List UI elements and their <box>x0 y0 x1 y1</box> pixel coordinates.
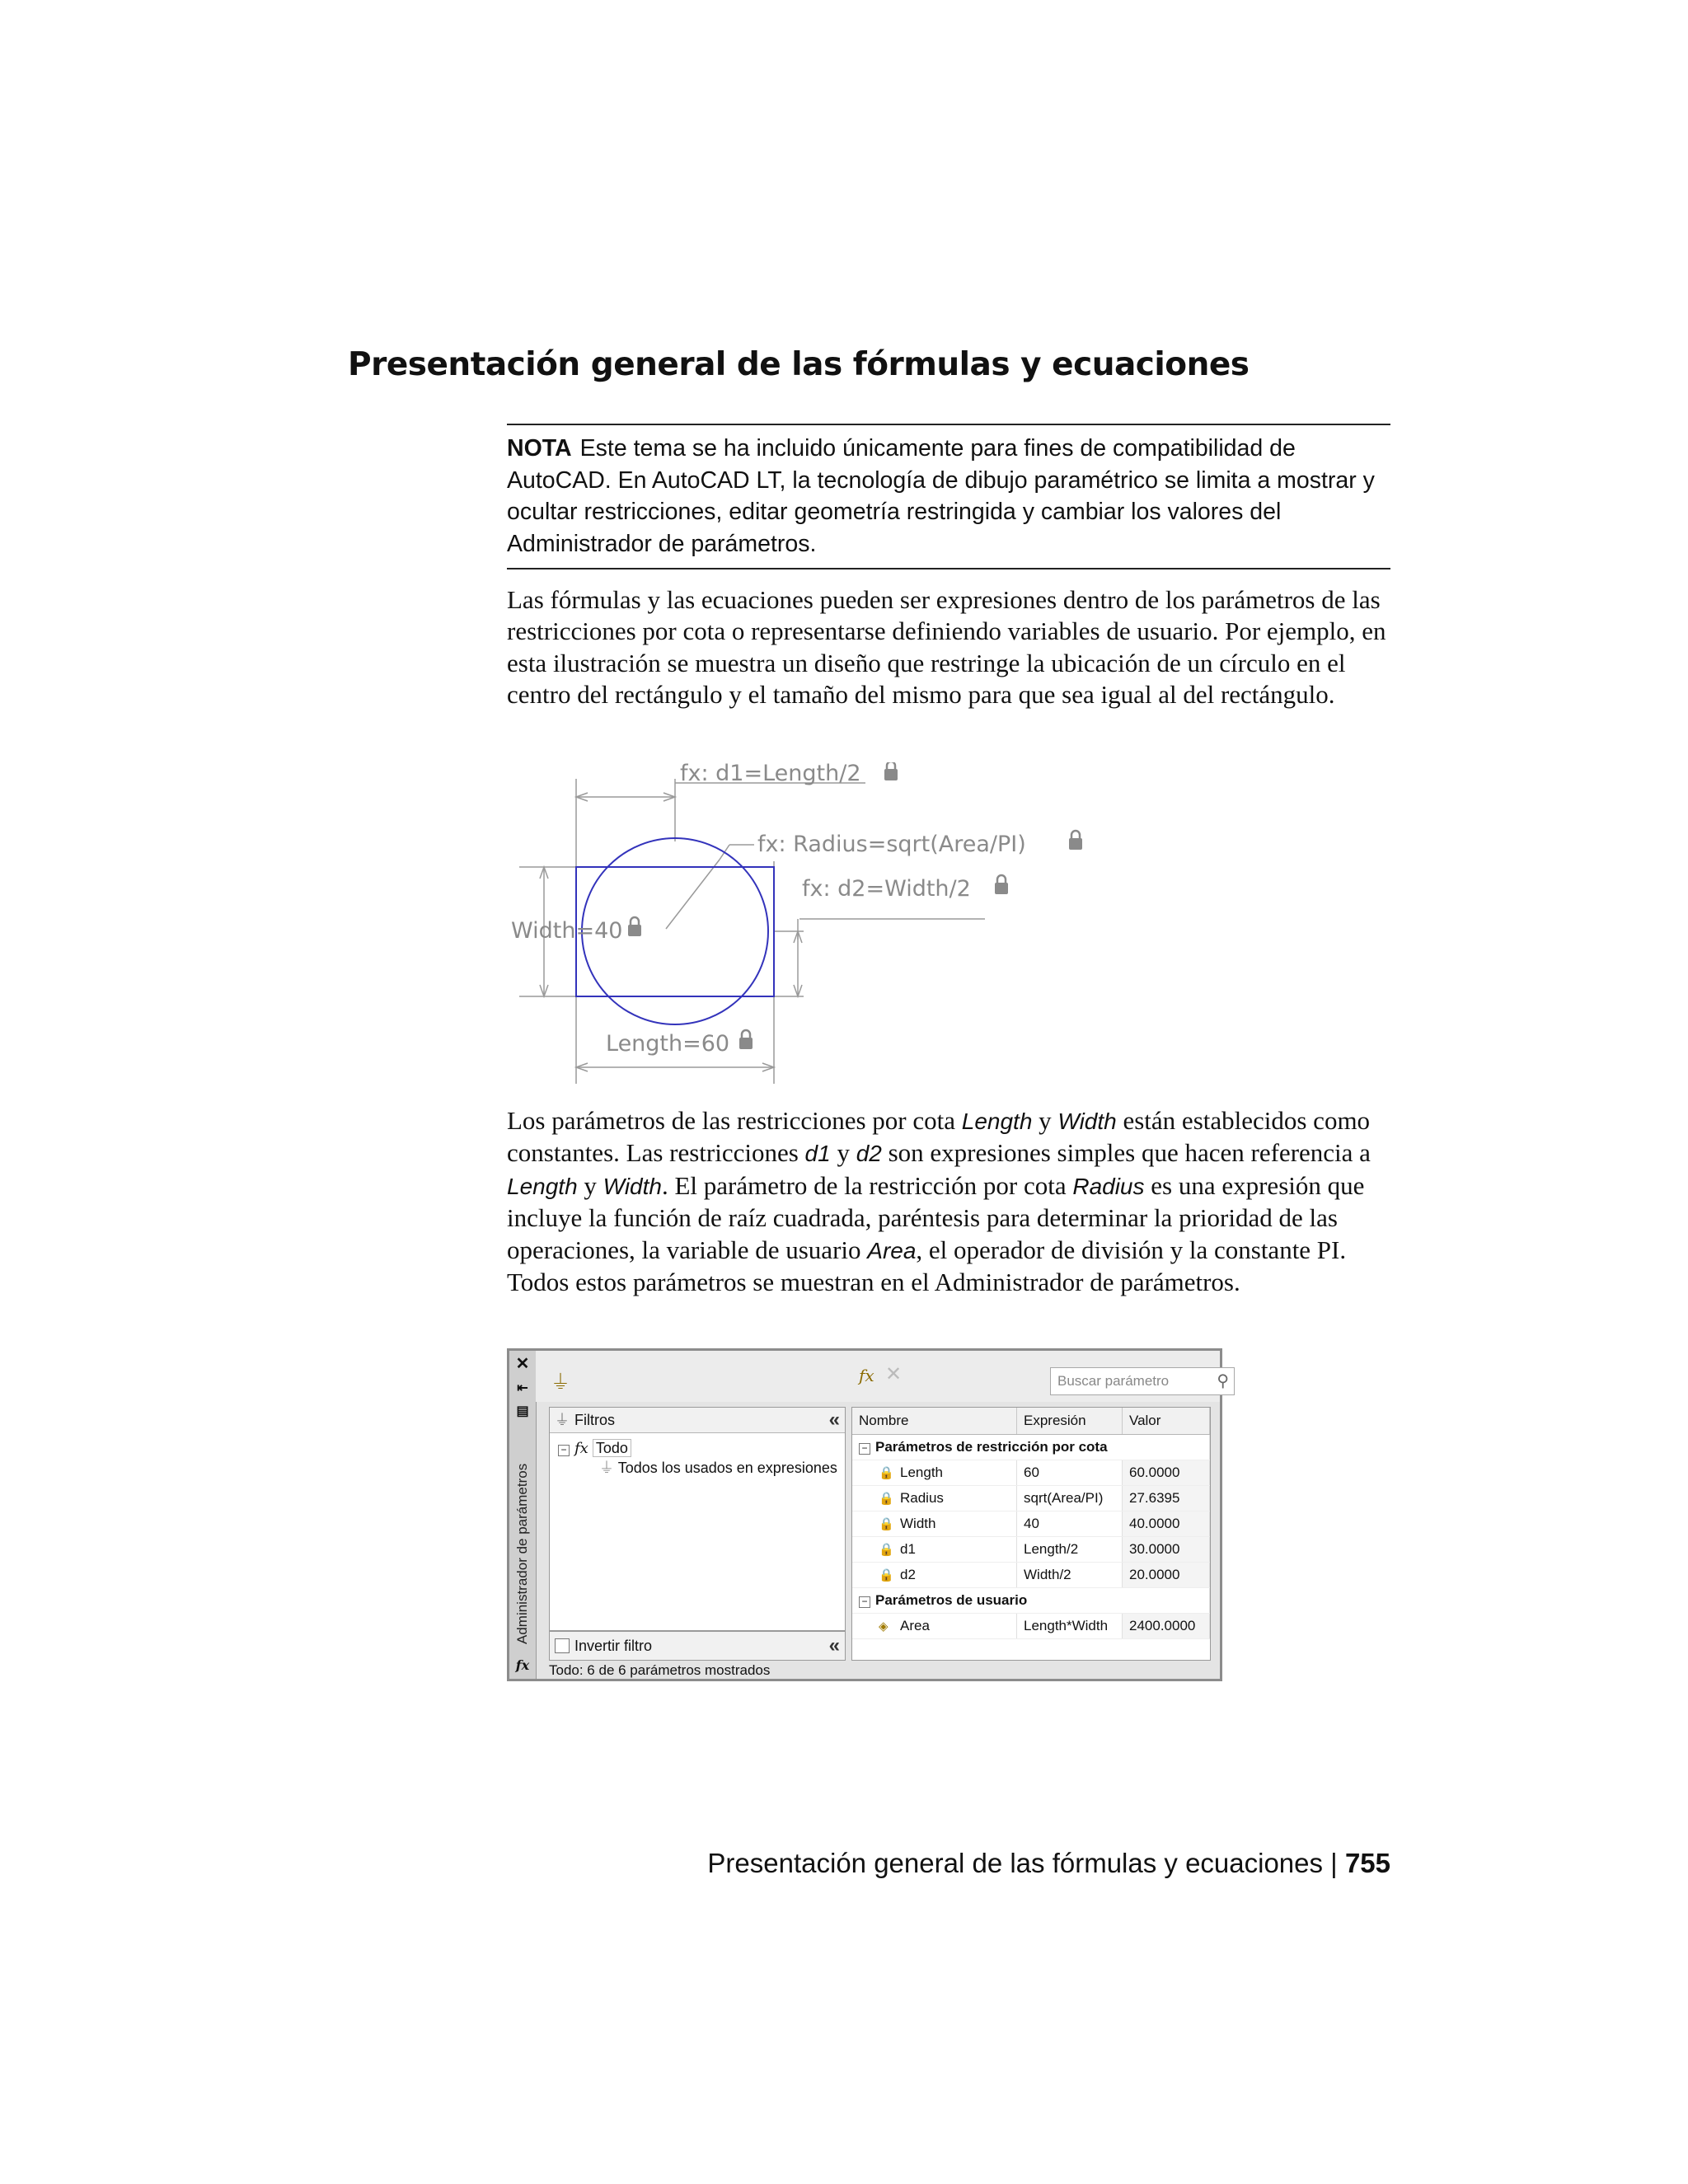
dimension-lock-icon: 🔒 <box>879 1466 894 1480</box>
page-footer <box>707 1848 1390 1879</box>
invert-filter-label: Invertir filtro <box>574 1638 653 1654</box>
text: Los parámetros de las restricciones por cota <box>507 1106 962 1135</box>
filter-icon[interactable]: ⏚ <box>551 1371 570 1394</box>
user-variable-icon: ◈ <box>879 1619 889 1633</box>
param-name: d1 <box>900 1541 916 1557</box>
invert-filter-bar <box>549 1631 846 1661</box>
italic-term: d2 <box>856 1141 882 1167</box>
page-number: 755 <box>1344 1848 1390 1878</box>
filters-header <box>550 1408 845 1433</box>
italic-term: Area <box>867 1237 917 1263</box>
text: y <box>1032 1106 1058 1135</box>
lock-icon <box>995 875 1008 894</box>
collapse-icon[interactable]: « <box>828 1408 840 1431</box>
status-text: Todo: 6 de 6 parámetros mostrados <box>549 1662 771 1678</box>
filter-icon: ⏚ <box>599 1460 614 1476</box>
column-header-name[interactable]: Nombre <box>852 1408 1017 1435</box>
dimension-lock-icon: 🔒 <box>879 1492 894 1506</box>
note-box <box>507 424 1390 569</box>
auto-hide-icon[interactable]: ⇤ <box>517 1381 528 1395</box>
filter-icon: ⏚ <box>555 1412 570 1428</box>
parameters-manager-panel <box>507 1348 1229 1681</box>
radius-label: fx: Radius=sqrt(Area/PI) <box>757 832 1026 857</box>
param-name: Length <box>900 1465 943 1480</box>
lock-icon <box>884 762 898 780</box>
search-icon[interactable]: ⚲ <box>1217 1372 1229 1390</box>
fx-icon: fx <box>574 1440 588 1457</box>
group-row[interactable] <box>852 1435 1210 1460</box>
text: y <box>577 1170 603 1200</box>
text: , el operador de división y la constante PI. Todos estos parámetros se muestran en el Administrador de parámetros. <box>507 1235 1347 1297</box>
table-row[interactable] <box>852 1511 1210 1537</box>
page-title: Presentación general de las fórmulas y ecuaciones <box>348 346 1250 383</box>
group-label: Parámetros de usuario <box>875 1592 1028 1608</box>
tree-item-used[interactable] <box>599 1457 837 1479</box>
paragraph-intro: Las fórmulas y las ecuaciones pueden ser expresiones dentro de los parámetros de las restricciones por cota o representarse definiendo variables de usuario. Por ejemplo, en esta ilustración se muestra un diseño que restringe la ubicación de un círculo en el centro del rectángulo y el tamaño del mismo para que sea igual al del rectángulo. <box>507 585 1386 710</box>
param-name: Width <box>900 1516 936 1531</box>
dimension-lock-icon: 🔒 <box>879 1517 894 1531</box>
param-value: 20.0000 <box>1123 1563 1210 1588</box>
table-row[interactable] <box>852 1614 1210 1639</box>
param-expression[interactable]: Width/2 <box>1017 1563 1123 1588</box>
param-expression[interactable]: sqrt(Area/PI) <box>1017 1486 1123 1511</box>
note-label: NOTA <box>507 435 572 462</box>
d2-label: fx: d2=Width/2 <box>802 876 971 902</box>
param-expression[interactable]: Length*Width <box>1017 1614 1123 1639</box>
palette-side-bar <box>509 1351 537 1679</box>
param-name: Area <box>900 1618 930 1633</box>
search-input[interactable] <box>1050 1367 1235 1395</box>
column-header-value[interactable]: Valor <box>1123 1408 1210 1435</box>
param-expression[interactable]: 60 <box>1017 1460 1123 1486</box>
italic-term: Width <box>603 1173 662 1199</box>
param-value: 27.6395 <box>1123 1486 1210 1511</box>
lock-icon <box>628 917 641 936</box>
search-placeholder: Buscar parámetro <box>1057 1373 1170 1389</box>
parameters-grid <box>851 1407 1211 1661</box>
tree-item-label: Todo <box>593 1439 631 1457</box>
collapse-toggle-icon[interactable]: − <box>859 1596 870 1608</box>
delete-icon[interactable]: ✕ <box>885 1363 903 1385</box>
param-name: d2 <box>900 1567 916 1582</box>
tree-item-all[interactable] <box>558 1437 631 1460</box>
param-expression[interactable]: Length/2 <box>1017 1537 1123 1563</box>
param-value: 40.0000 <box>1123 1511 1210 1537</box>
italic-term: Length <box>507 1173 578 1199</box>
text: . El parámetro de la restricción por cota <box>661 1170 1073 1200</box>
paragraph-parameters <box>507 1105 1390 1298</box>
param-value: 30.0000 <box>1123 1537 1210 1563</box>
collapse-icon[interactable]: « <box>828 1634 840 1657</box>
d1-label: fx: d1=Length/2 <box>680 762 861 786</box>
italic-term: Width <box>1057 1108 1117 1134</box>
dimension-lock-icon: 🔒 <box>879 1568 894 1582</box>
text: están establecidos como constantes. Las restricciones <box>507 1106 1371 1168</box>
italic-term: d1 <box>804 1141 831 1167</box>
fx-icon: fx <box>515 1657 530 1673</box>
text: y <box>830 1138 856 1168</box>
constraint-drawing <box>507 762 1100 1092</box>
tree-item-label: Todos los usados en expresiones <box>617 1460 837 1476</box>
table-row[interactable] <box>852 1537 1210 1563</box>
note-text: Este tema se ha incluido únicamente para fines de compatibilidad de AutoCAD. En AutoCAD LT, la tecnología de dibujo paramétrico se limita a mostrar y ocultar restricciones, editar geometría restringida y cambiar los valores del Administrador de parámetros. <box>507 435 1375 557</box>
column-header-expression[interactable]: Expresión <box>1017 1408 1123 1435</box>
param-expression[interactable]: 40 <box>1017 1511 1123 1537</box>
invert-filter-checkbox[interactable] <box>555 1638 570 1653</box>
italic-term: Radius <box>1072 1173 1145 1199</box>
collapse-toggle-icon[interactable]: − <box>558 1445 570 1456</box>
table-row[interactable] <box>852 1486 1210 1511</box>
new-parameter-icon[interactable]: fx <box>859 1366 874 1385</box>
close-icon[interactable]: ✕ <box>515 1355 530 1373</box>
text: son expresiones simples que hacen referencia a <box>881 1138 1371 1168</box>
width-label: Width=40 <box>511 918 623 944</box>
lock-icon <box>1069 831 1082 850</box>
properties-icon[interactable]: ▤ <box>516 1404 529 1418</box>
filters-pane <box>549 1407 846 1631</box>
group-label: Parámetros de restricción por cota <box>875 1439 1108 1455</box>
length-label: Length=60 <box>606 1031 730 1057</box>
grid-header <box>852 1408 1210 1435</box>
dimension-lock-icon: 🔒 <box>879 1543 894 1557</box>
italic-term: Length <box>961 1108 1033 1134</box>
param-value: 60.0000 <box>1123 1460 1210 1486</box>
table-row[interactable] <box>852 1563 1210 1588</box>
param-name: Radius <box>900 1490 944 1506</box>
lock-icon <box>739 1030 753 1049</box>
filters-label: Filtros <box>574 1412 615 1428</box>
footer-text: Presentación general de las fórmulas y ecuaciones | <box>707 1848 1338 1878</box>
param-value: 2400.0000 <box>1123 1614 1210 1639</box>
text: es una expresión que incluye la función de raíz cuadrada, paréntesis para determinar la prioridad de las operaciones, la variable de usuario <box>507 1170 1365 1264</box>
collapse-toggle-icon[interactable]: − <box>859 1443 870 1455</box>
group-row[interactable] <box>852 1588 1210 1614</box>
toolbar <box>536 1351 1229 1402</box>
palette-title: Administrador de parámetros <box>514 1463 530 1644</box>
table-row[interactable] <box>852 1460 1210 1486</box>
